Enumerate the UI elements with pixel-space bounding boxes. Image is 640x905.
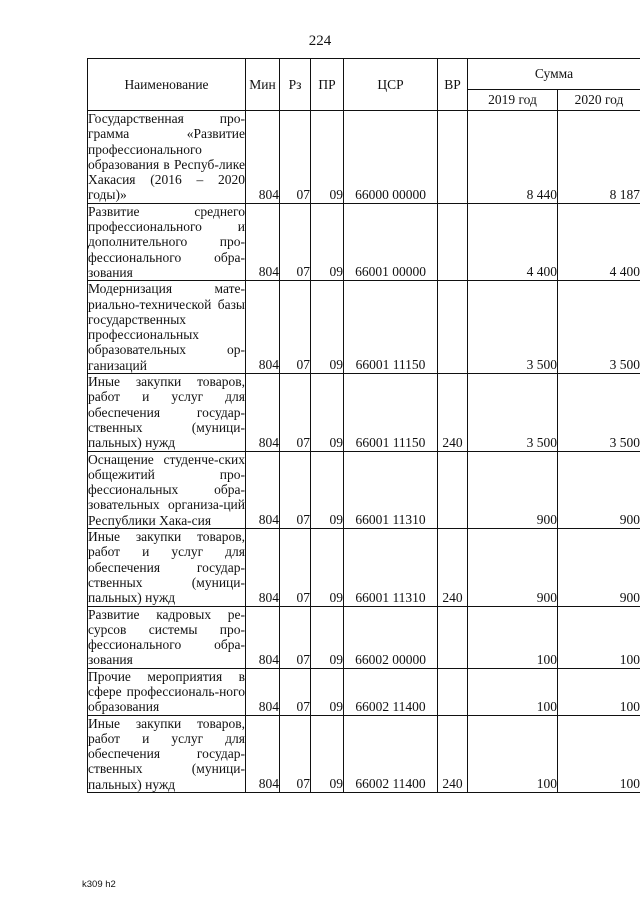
row-vr: 240 [438, 715, 468, 792]
row-pr: 09 [311, 281, 344, 374]
row-sum-2019: 100 [468, 715, 558, 792]
table-body [88, 111, 640, 793]
row-sum-2019: 100 [468, 606, 558, 668]
row-vr [438, 668, 468, 715]
row-sum-2020: 100 [558, 715, 640, 792]
row-sum-2020: 3 500 [558, 281, 640, 374]
row-csr: 66002 00000 [344, 606, 438, 668]
row-name: Оснащение студенче-ских общежитий про-фессиональных обра-зовательных организа-ций Республики Хака-сия [88, 451, 245, 528]
row-sum-2019: 100 [468, 668, 558, 715]
row-csr: 66000 00000 [344, 111, 438, 204]
row-min: 804 [246, 111, 280, 204]
header-vr: ВР [438, 59, 468, 111]
row-vr [438, 606, 468, 668]
row-min: 804 [246, 715, 280, 792]
row-name: Иные закупки товаров, работ и услуг для обеспечения государ-ственных (муници-пальных) нужд [88, 715, 245, 792]
budget-table [87, 58, 640, 793]
page-number: 224 [308, 33, 332, 49]
row-rz: 07 [280, 451, 311, 528]
row-sum-2019: 900 [468, 529, 558, 606]
row-rz: 07 [280, 668, 311, 715]
table-row [88, 111, 640, 204]
row-csr: 66001 11310 [344, 451, 438, 528]
row-csr: 66002 11400 [344, 715, 438, 792]
row-min: 804 [246, 668, 280, 715]
row-csr: 66001 11150 [344, 374, 438, 451]
row-sum-2020: 3 500 [558, 374, 640, 451]
row-name: Развитие среднего профессионального и дополнительного про-фессионального обра-зования [88, 203, 245, 280]
row-pr: 09 [311, 668, 344, 715]
row-sum-2019: 3 500 [468, 374, 558, 451]
row-rz: 07 [280, 111, 311, 204]
row-pr: 09 [311, 529, 344, 606]
row-rz: 07 [280, 374, 311, 451]
row-pr: 09 [311, 374, 344, 451]
row-name: Иные закупки товаров, работ и услуг для обеспечения государ-ственных (муници-пальных) нужд [88, 374, 245, 451]
row-rz: 07 [280, 281, 311, 374]
row-sum-2019: 900 [468, 451, 558, 528]
row-name: Государственная про-грамма «Развитие профессионального образования в Респуб-лике Хакасия (2016 – 2020 годы)» [88, 111, 245, 203]
row-vr: 240 [438, 374, 468, 451]
table-row [88, 451, 640, 528]
table-row [88, 606, 640, 668]
table-row [88, 374, 640, 451]
table-row [88, 529, 640, 606]
row-vr [438, 203, 468, 280]
row-sum-2019: 3 500 [468, 281, 558, 374]
row-name: Модернизация мате-риально-технической базы государственных профессиональных образовательных ор-ганизаций [88, 281, 245, 373]
row-pr: 09 [311, 111, 344, 204]
row-name: Развитие кадровых ре-сурсов системы про-фессионального обра-зования [88, 606, 245, 668]
row-min: 804 [246, 374, 280, 451]
header-pr: ПР [311, 59, 344, 111]
row-name: Прочие мероприятия в сфере профессиональ-ного образования [88, 668, 245, 715]
row-min: 804 [246, 529, 280, 606]
header-name: Наименование [88, 59, 246, 111]
header-rz: Рз [280, 59, 311, 111]
row-pr: 09 [311, 451, 344, 528]
row-min: 804 [246, 281, 280, 374]
footer-code: k309 h2 [82, 879, 116, 890]
row-csr: 66001 00000 [344, 203, 438, 280]
row-vr: 240 [438, 529, 468, 606]
row-vr [438, 451, 468, 528]
row-csr: 66001 11310 [344, 529, 438, 606]
table-header [88, 59, 640, 111]
row-sum-2020: 100 [558, 668, 640, 715]
row-sum-2020: 4 400 [558, 203, 640, 280]
row-min: 804 [246, 606, 280, 668]
row-sum-2020: 900 [558, 451, 640, 528]
row-sum-2020: 8 187 [558, 111, 640, 204]
row-sum-2019: 8 440 [468, 111, 558, 204]
row-pr: 09 [311, 203, 344, 280]
row-pr: 09 [311, 606, 344, 668]
row-name: Иные закупки товаров, работ и услуг для обеспечения государ-ственных (муници-пальных) нужд [88, 529, 245, 606]
row-sum-2020: 900 [558, 529, 640, 606]
row-pr: 09 [311, 715, 344, 792]
table-row [88, 668, 640, 715]
table-row [88, 715, 640, 792]
row-rz: 07 [280, 715, 311, 792]
row-csr: 66002 11400 [344, 668, 438, 715]
row-rz: 07 [280, 606, 311, 668]
row-rz: 07 [280, 529, 311, 606]
row-sum-2019: 4 400 [468, 203, 558, 280]
row-csr: 66001 11150 [344, 281, 438, 374]
header-csr: ЦСР [344, 59, 438, 111]
table-row [88, 203, 640, 280]
table-row [88, 281, 640, 374]
header-sum: Сумма [468, 59, 640, 90]
row-min: 804 [246, 451, 280, 528]
header-min: Мин [246, 59, 280, 111]
header-year-2020: 2020 год [558, 89, 640, 110]
header-year-2019: 2019 год [468, 89, 558, 110]
row-vr [438, 111, 468, 204]
row-min: 804 [246, 203, 280, 280]
row-sum-2020: 100 [558, 606, 640, 668]
row-vr [438, 281, 468, 374]
row-rz: 07 [280, 203, 311, 280]
